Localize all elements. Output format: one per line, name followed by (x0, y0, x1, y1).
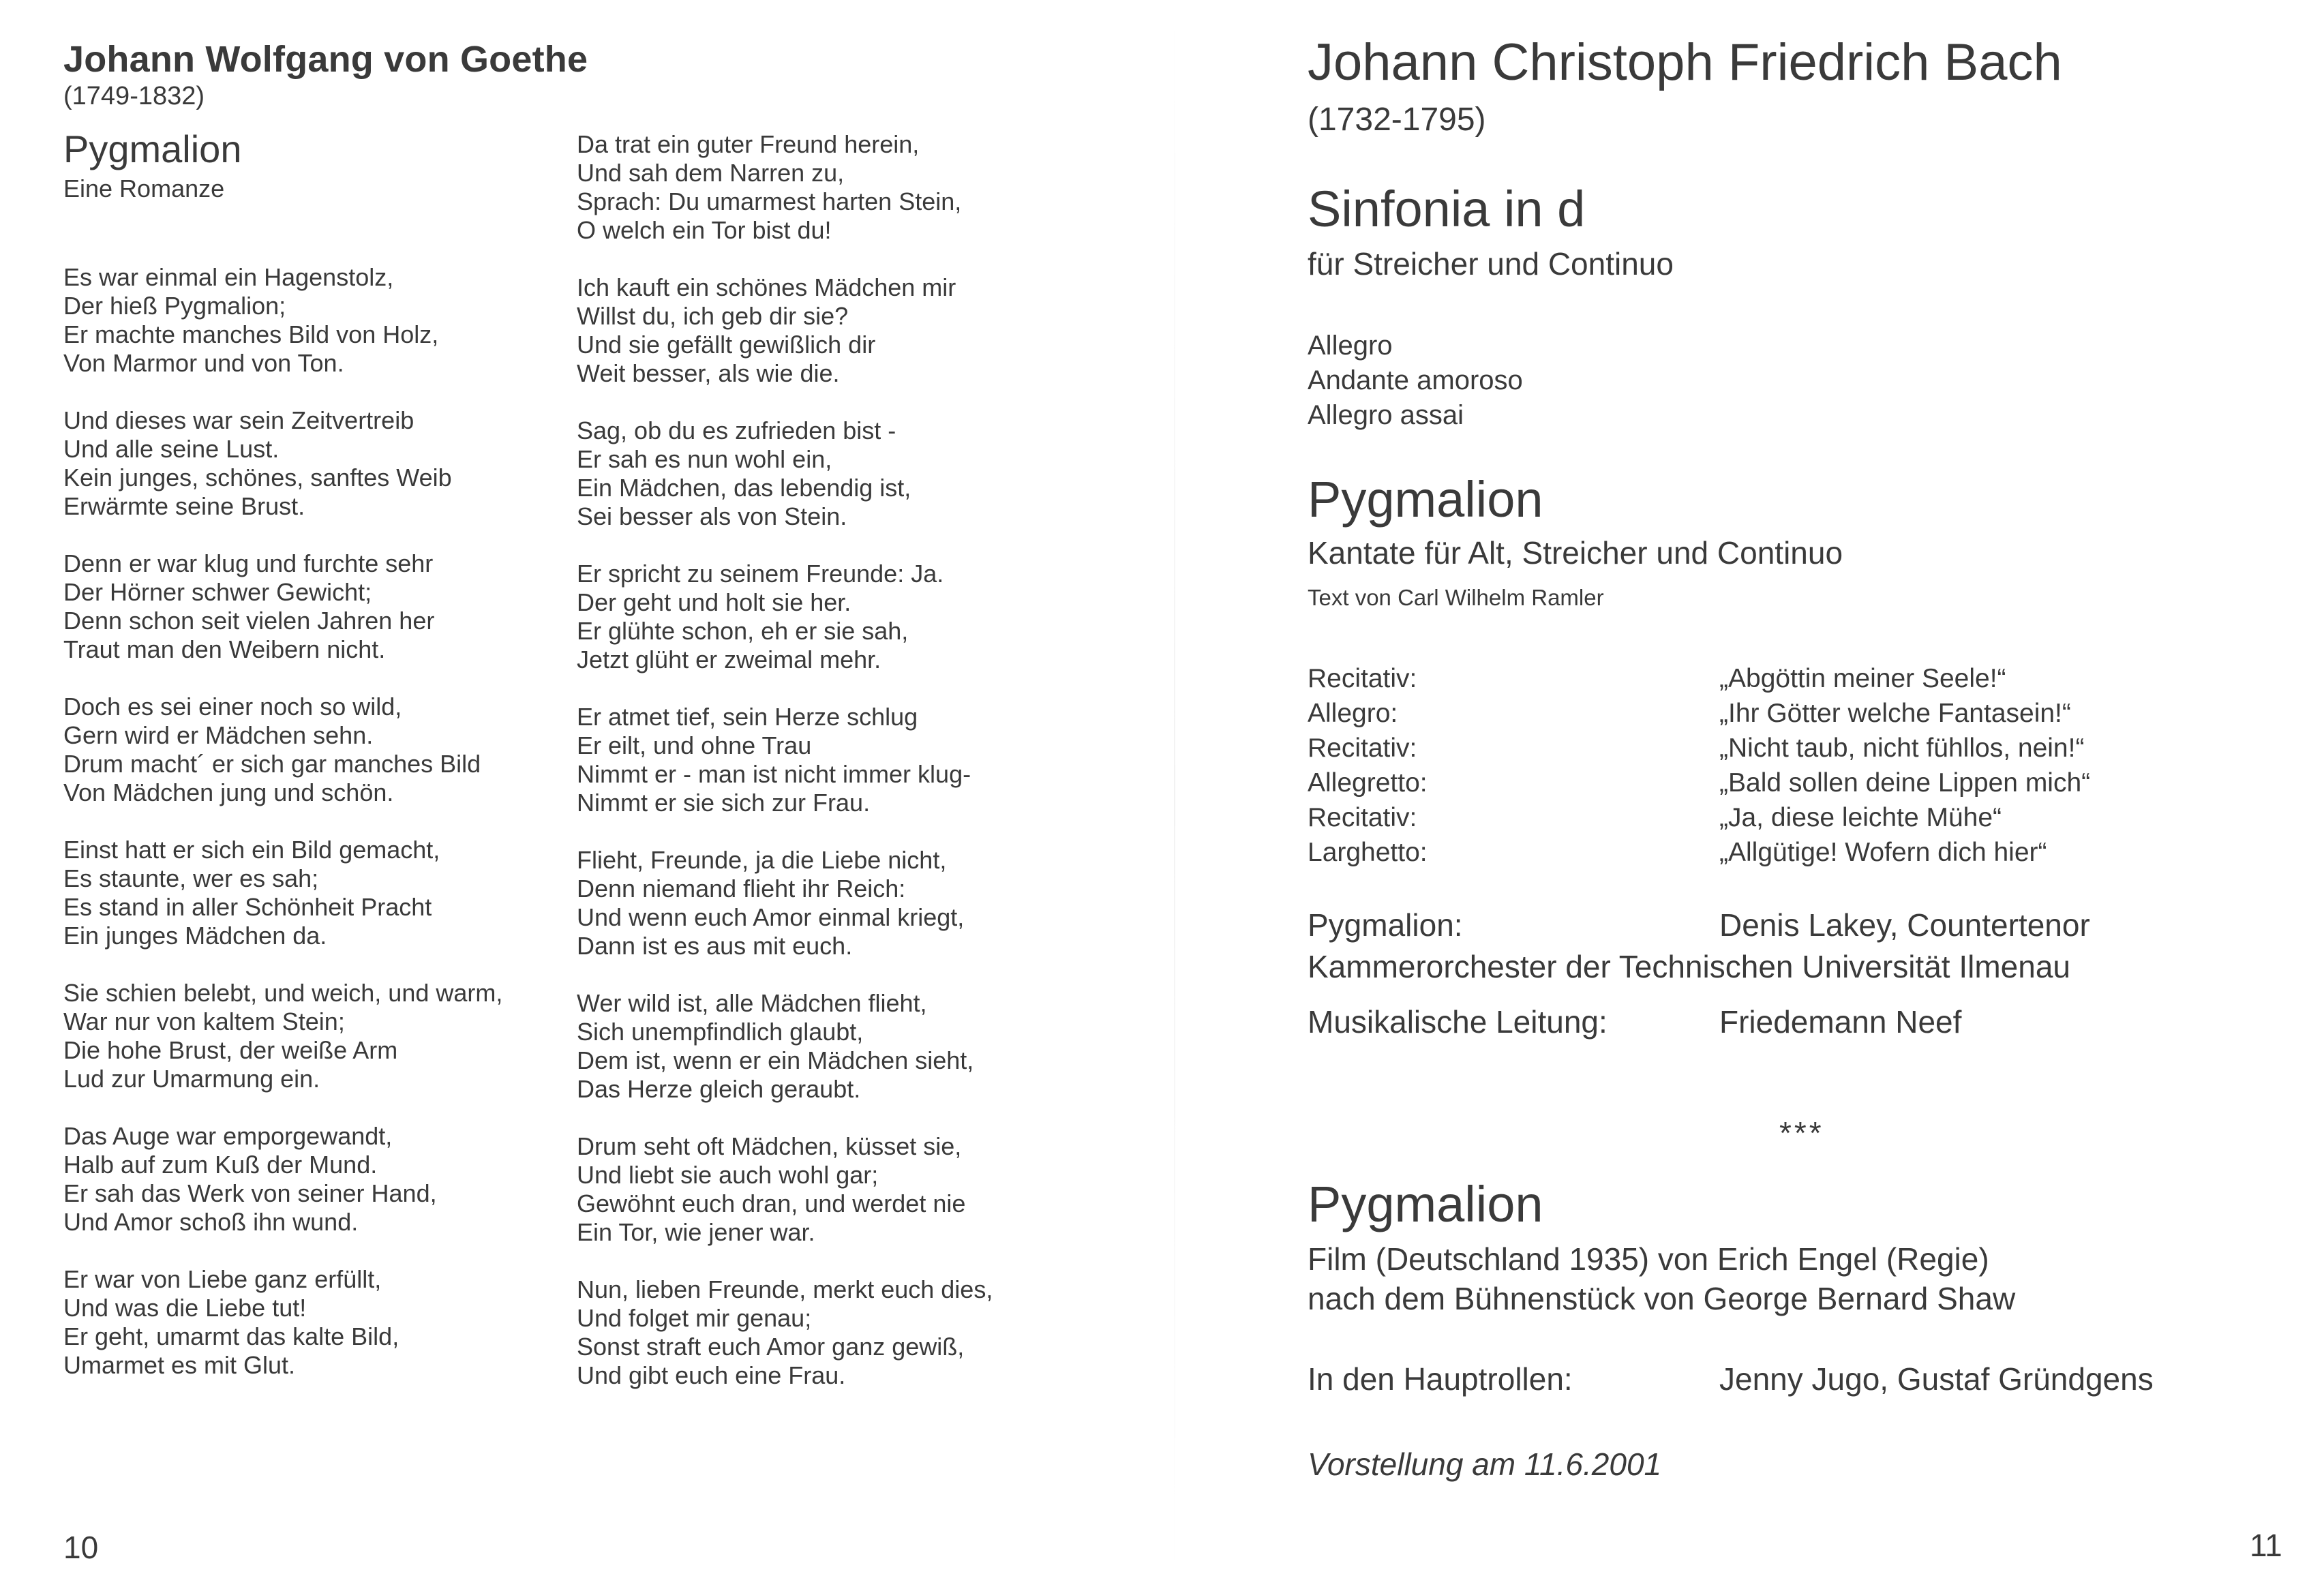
poem-line: Umarmet es mit Glut. (63, 1351, 296, 1379)
section-row (1308, 696, 2262, 731)
poem-line: Denn niemand flieht ihr Reich: (577, 875, 906, 903)
poem-line: Doch es sei einer noch so wild, (63, 693, 402, 721)
poem-line: Und dieses war sein Zeitvertreib (63, 406, 414, 434)
poem-line: Flieht, Freunde, ja die Liebe nicht, (577, 846, 947, 874)
poem-line: Drum seht oft Mädchen, küsset sie, (577, 1132, 962, 1160)
right-page (1176, 0, 2324, 1591)
poem-line: Und liebt sie auch wohl gar; (577, 1161, 879, 1189)
section-quote: „Ihr Götter welche Fantasein!“ (1719, 699, 2071, 728)
cantata-title: Pygmalion (1308, 471, 1543, 528)
poem-stanza (63, 1265, 541, 1380)
section-label: Recitativ: (1308, 664, 1417, 693)
poem-line: Drum macht´ er sich gar manches Bild (63, 750, 481, 778)
composer-name: Johann Christoph Friedrich Bach (1308, 33, 2062, 91)
poem-line: Er glühte schon, eh er sie sah, (577, 617, 909, 645)
section-row (1308, 661, 2262, 696)
poem-line: Von Mädchen jung und schön. (63, 778, 394, 806)
section-row (1308, 835, 2262, 870)
poem-line: Ein Tor, wie jener war. (577, 1218, 815, 1246)
section-label: Recitativ: (1308, 733, 1417, 763)
page-number-right: 11 (2250, 1528, 2282, 1563)
poem-title: Pygmalion (63, 127, 242, 170)
poem-line: Halb auf zum Kuß der Mund. (63, 1151, 378, 1179)
section-label: Allegro: (1308, 699, 1398, 728)
poem-line: Gewöhnt euch dran, und werdet nie (577, 1190, 966, 1217)
poem-stanza (63, 979, 541, 1093)
poem-line: Und alle seine Lust. (63, 435, 280, 463)
poem-line: Und wenn euch Amor einmal kriegt, (577, 903, 965, 931)
poem-line: Lud zur Umarmung ein. (63, 1065, 320, 1093)
poem-line: Nimmt er - man ist nicht immer klug- (577, 760, 971, 788)
section-row (1308, 800, 2262, 835)
poet-name: Johann Wolfgang von Goethe (63, 39, 588, 80)
poem-line: Jetzt glüht er zweimal mehr. (577, 646, 881, 673)
poem-subtitle: Eine Romanze (63, 175, 225, 202)
poem-line: Und folget mir genau; (577, 1304, 812, 1332)
film-title: Pygmalion (1308, 1176, 1543, 1232)
poem-stanza (577, 1132, 1095, 1247)
poem-line: Er spricht zu seinem Freunde: Ja. (577, 560, 944, 588)
cantata-text-credit: Text von Carl Wilhelm Ramler (1308, 585, 1604, 610)
credit-pygmalion-label: Pygmalion: (1308, 907, 1463, 943)
section-label: Allegretto: (1308, 768, 1428, 798)
orchestra-name: Kammerorchester der Technischen Universität Ilmenau (1308, 949, 2070, 984)
poem-line: Sich unempfindlich glaubt, (577, 1018, 864, 1046)
poem-column-1 (63, 263, 541, 1408)
poem-line: Dem ist, wenn er ein Mädchen sieht, (577, 1046, 974, 1074)
section-separator: *** (1779, 1115, 1824, 1151)
poem-line: Von Marmor und von Ton. (63, 349, 344, 377)
poem-stanza (63, 263, 541, 378)
poem-line: Es staunte, wer es sah; (63, 864, 319, 892)
poet-dates: (1749-1832) (63, 82, 205, 110)
poem-stanza (577, 560, 1095, 674)
film-description: Film (Deutschland 1935) von Erich Engel (Regie) (1308, 1241, 1989, 1277)
poem-line: Wer wild ist, alle Mädchen flieht, (577, 989, 927, 1017)
poem-line: Denn schon seit vielen Jahren her (63, 607, 435, 635)
credit-cast-label: In den Hauptrollen: (1308, 1361, 1573, 1397)
poem-line: Das Herze gleich geraubt. (577, 1075, 861, 1103)
movement-item: Allegro assai (1308, 400, 1464, 430)
credit-conductor-label: Musikalische Leitung: (1308, 1004, 1608, 1040)
poem-column-2 (577, 130, 1095, 1419)
poem-line: Und sie gefällt gewißlich dir (577, 331, 876, 359)
movement-item: Andante amoroso (1308, 365, 1523, 395)
poem-line: Denn er war klug und furchte sehr (63, 549, 434, 577)
poem-stanza (63, 836, 541, 950)
poem-line: Es stand in aller Schönheit Pracht (63, 893, 432, 921)
poem-line: Ich kauft ein schönes Mädchen mir (577, 273, 956, 301)
poem-stanza (577, 1275, 1095, 1390)
poem-line: O welch ein Tor bist du! (577, 216, 832, 244)
poem-line: Dann ist es aus mit euch. (577, 932, 853, 960)
poem-stanza (577, 273, 1095, 388)
section-row (1308, 731, 2262, 766)
work-title: Sinfonia in d (1308, 181, 1586, 237)
poem-line: Traut man den Weibern nicht. (63, 635, 386, 663)
poem-line: Gern wird er Mädchen sehn. (63, 721, 374, 749)
section-label: Larghetto: (1308, 838, 1428, 867)
poem-line: Ein Mädchen, das lebendig ist, (577, 474, 911, 502)
film-source: nach dem Bühnenstück von George Bernard Shaw (1308, 1281, 2016, 1316)
poem-line: Und gibt euch eine Frau. (577, 1361, 846, 1389)
poem-line: Weit besser, als wie die. (577, 359, 840, 387)
poem-line: Und Amor schoß ihn wund. (63, 1208, 359, 1236)
poem-stanza (63, 1122, 541, 1237)
poem-line: Ein junges Mädchen da. (63, 922, 327, 950)
poem-line: Sie schien belebt, und weich, und warm, (63, 979, 503, 1007)
section-row (1308, 766, 2262, 800)
poem-stanza (577, 416, 1095, 531)
section-label: Recitativ: (1308, 803, 1417, 832)
poem-line: Willst du, ich geb dir sie? (577, 302, 849, 330)
poem-line: Nun, lieben Freunde, merkt euch dies, (577, 1275, 993, 1303)
poem-line: Er eilt, und ohne Trau (577, 731, 812, 759)
poem-line: Nimmt er sie sich zur Frau. (577, 789, 871, 817)
movement-item: Allegro (1308, 331, 1393, 361)
poem-line: War nur von kaltem Stein; (63, 1007, 345, 1035)
poem-stanza (63, 406, 541, 521)
poem-stanza (577, 989, 1095, 1104)
movement-list (1308, 329, 1523, 433)
poem-line: Die hohe Brust, der weiße Arm (63, 1036, 398, 1064)
poem-line: Sag, ob du es zufrieden bist - (577, 416, 896, 444)
poem-line: Das Auge war emporgewandt, (63, 1122, 393, 1150)
poem-stanza (577, 846, 1095, 960)
poem-line: Und was die Liebe tut! (63, 1294, 307, 1322)
page-number-left: 10 (63, 1530, 99, 1565)
cantata-sections (1308, 661, 2262, 870)
poem-line: Der geht und holt sie her. (577, 588, 851, 616)
poem-line: Er machte manches Bild von Holz, (63, 320, 439, 348)
cantata-subtitle: Kantate für Alt, Streicher und Continuo (1308, 535, 1843, 571)
poem-line: Kein junges, schönes, sanftes Weib (63, 464, 452, 491)
credit-conductor-value: Friedemann Neef (1719, 1004, 1962, 1040)
section-quote: „Allgütige! Wofern dich hier“ (1719, 838, 2047, 867)
credit-pygmalion-value: Denis Lakey, Countertenor (1719, 907, 2090, 943)
section-quote: „Bald sollen deine Lippen mich“ (1719, 768, 2091, 798)
poem-stanza (577, 703, 1095, 817)
poem-stanza (63, 549, 541, 664)
poem-line: Und sah dem Narren zu, (577, 159, 845, 187)
poem-line: Sonst straft euch Amor ganz gewiß, (577, 1333, 965, 1361)
poem-line: Es war einmal ein Hagenstolz, (63, 263, 394, 291)
poem-line: Erwärmte seine Brust. (63, 492, 305, 520)
poem-line: Er war von Liebe ganz erfüllt, (63, 1265, 382, 1293)
composer-dates: (1732-1795) (1308, 102, 1486, 138)
performance-date: Vorstellung am 11.6.2001 (1308, 1446, 1662, 1482)
poem-line: Der hieß Pygmalion; (63, 292, 286, 320)
poem-stanza (63, 693, 541, 807)
poem-line: Er geht, umarmt das kalte Bild, (63, 1322, 399, 1350)
poem-line: Er atmet tief, sein Herze schlug (577, 703, 918, 731)
poem-line: Er sah das Werk von seiner Hand, (63, 1179, 437, 1207)
poem-line: Sprach: Du umarmest harten Stein, (577, 187, 962, 215)
section-quote: „Ja, diese leichte Mühe“ (1719, 803, 2002, 832)
poem-line: Einst hatt er sich ein Bild gemacht, (63, 836, 440, 864)
poem-line: Sei besser als von Stein. (577, 502, 847, 530)
poem-line: Der Hörner schwer Gewicht; (63, 578, 372, 606)
poem-line: Er sah es nun wohl ein, (577, 445, 832, 473)
section-quote: „Nicht taub, nicht fühllos, nein!“ (1719, 733, 2085, 763)
poem-line: Da trat ein guter Freund herein, (577, 130, 920, 158)
credit-cast-value: Jenny Jugo, Gustaf Gründgens (1719, 1361, 2154, 1397)
section-quote: „Abgöttin meiner Seele!“ (1719, 664, 2006, 693)
work-subtitle: für Streicher und Continuo (1308, 246, 1674, 282)
poem-stanza (577, 130, 1095, 245)
